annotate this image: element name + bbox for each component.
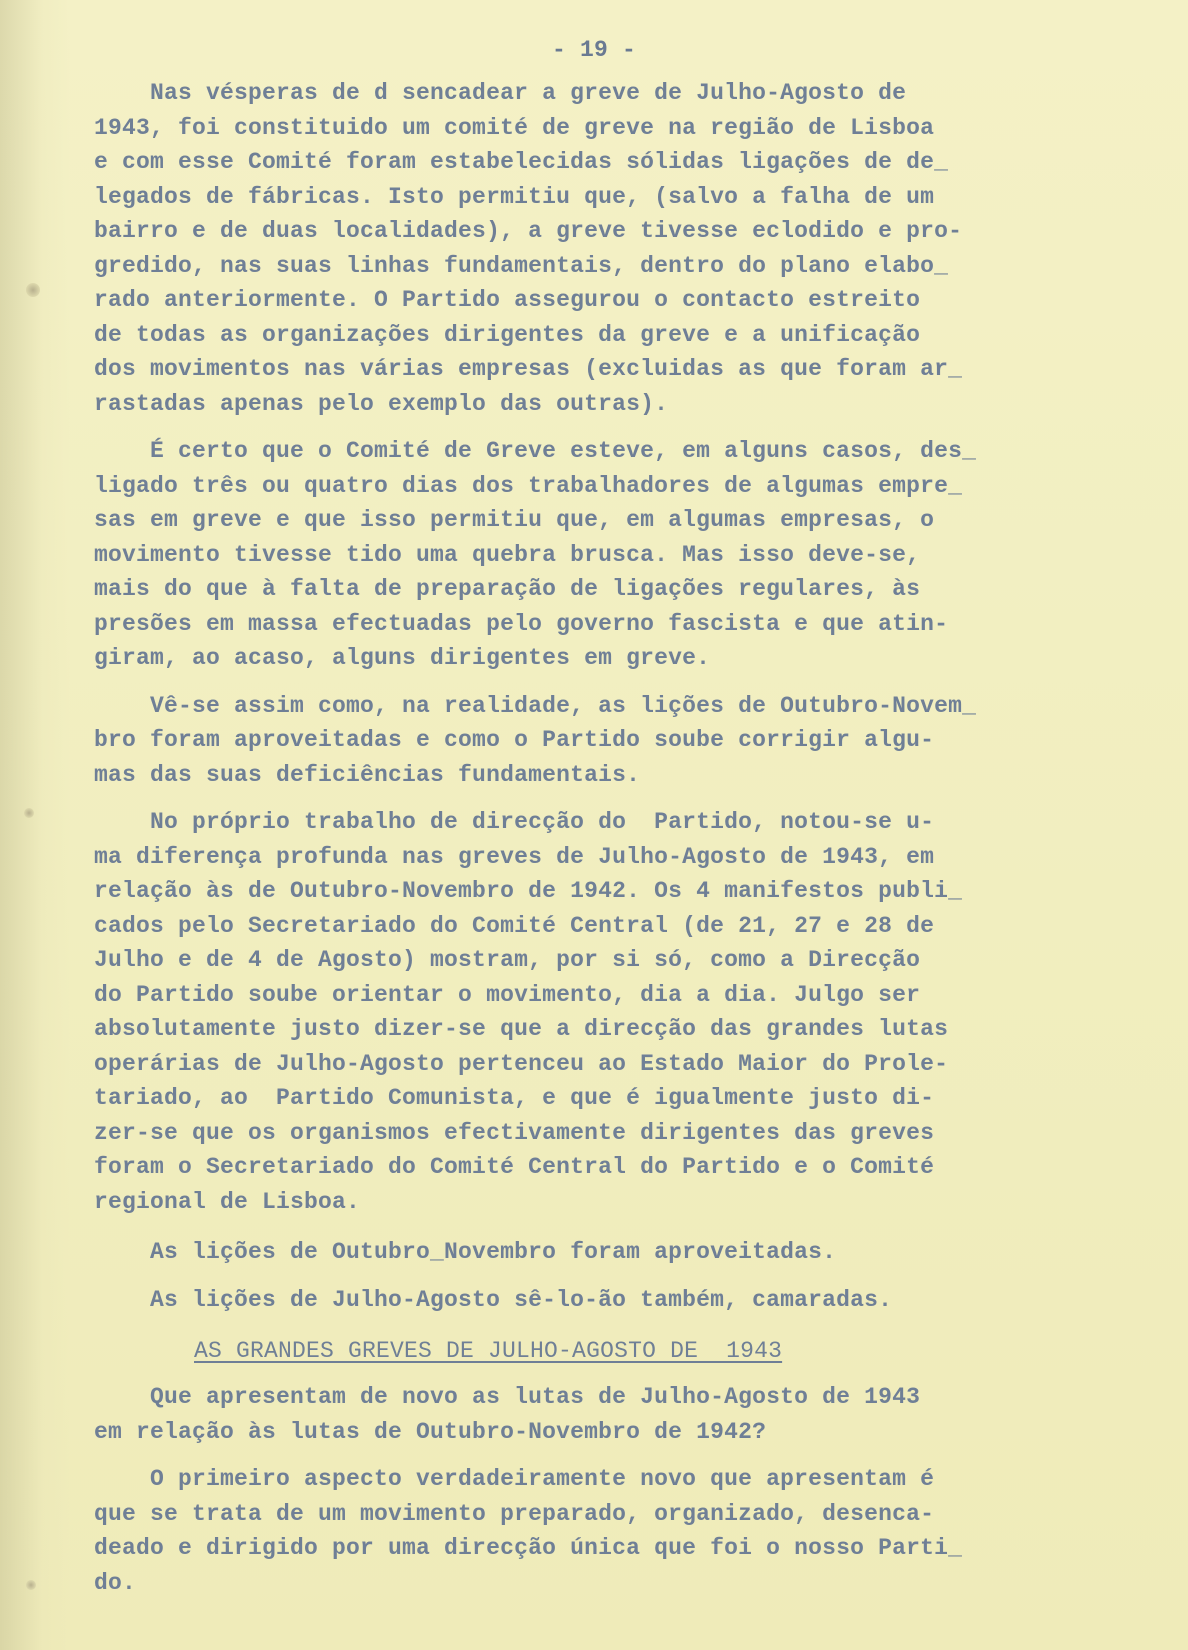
final-paragraphs bbox=[94, 1380, 1144, 1600]
text-line: ligado três ou quatro dias dos trabalhadores de algumas empre_ bbox=[94, 472, 963, 499]
closing-line: As lições de Outubro_Novembro foram aproveitadas. bbox=[94, 1239, 837, 1265]
closing-line: As lições de Julho-Agosto sê-lo-ão também, camaradas. bbox=[94, 1287, 893, 1313]
text-line: dos movimentos nas várias empresas (excluidas as que foram ar_ bbox=[94, 356, 963, 382]
text-line: sas em greve e que isso permitiu que, em algumas empresas, o bbox=[94, 507, 935, 533]
text-line: cados pelo Secretariado do Comité Central (de 21, 27 e 28 de bbox=[94, 912, 935, 939]
text-line: foram o Secretariado do Comité Central do Partido e o Comité bbox=[94, 1154, 935, 1180]
text-line: Julho e de 4 de Agosto) mostram, por si só, como a Direcção bbox=[94, 947, 921, 973]
punch-hole bbox=[26, 1580, 36, 1590]
text-line: Vê-se assim como, na realidade, as lições de Outubro-Novem_ bbox=[94, 692, 977, 719]
text-line: de todas as organizações dirigentes da greve e a unificação bbox=[94, 321, 921, 348]
page-number: - 19 - bbox=[551, 37, 636, 63]
text-line: do. bbox=[94, 1569, 137, 1596]
paragraph bbox=[94, 1462, 1144, 1600]
text-line: gredido, nas suas linhas fundamentais, dentro do plano elabo_ bbox=[94, 252, 949, 279]
document-body bbox=[94, 30, 1144, 1613]
paragraph bbox=[94, 805, 1144, 1219]
text-line: zer-se que os organismos efectivamente dirigentes das greves bbox=[94, 1119, 935, 1146]
text-line: legados de fábricas. Isto permitiu que, (salvo a falha de um bbox=[94, 183, 935, 210]
text-line: O primeiro aspecto verdadeiramente novo que apresentam é bbox=[94, 1466, 935, 1492]
text-line: bairro e de duas localidades), a greve tivesse eclodido e pro- bbox=[94, 218, 963, 244]
paragraphs bbox=[94, 76, 1144, 1219]
text-line: presões em massa efectuadas pelo governo fascista e que atin- bbox=[94, 610, 949, 637]
punch-hole bbox=[26, 283, 40, 297]
paragraph bbox=[94, 689, 1144, 793]
text-line: regional de Lisboa. bbox=[94, 1188, 361, 1215]
text-line: operárias de Julho-Agosto pertenceu ao Estado Maior do Prole- bbox=[94, 1050, 949, 1077]
text-line: mas das suas deficiências fundamentais. bbox=[94, 761, 641, 788]
text-line: É certo que o Comité de Greve esteve, em alguns casos, des_ bbox=[94, 438, 977, 464]
paper-edge-stain bbox=[0, 0, 70, 1650]
text-line: relação às de Outubro-Novembro de 1942. Os 4 manifestos publi_ bbox=[94, 878, 963, 904]
paragraph bbox=[94, 1380, 1144, 1449]
paragraph bbox=[94, 434, 1144, 676]
punch-hole bbox=[24, 808, 34, 818]
text-line: Que apresentam de novo as lutas de Julho-Agosto de 1943 bbox=[94, 1384, 921, 1410]
text-line: giram, ao acaso, alguns dirigentes em greve. bbox=[94, 645, 711, 671]
text-line: tariado, ao Partido Comunista, e que é igualmente justo di- bbox=[94, 1085, 935, 1111]
text-line: deado e dirigido por uma direcção única que foi o nosso Parti_ bbox=[94, 1535, 963, 1561]
text-line: mais do que à falta de preparação de ligações regulares, às bbox=[94, 576, 921, 602]
text-line: rastadas apenas pelo exemplo das outras). bbox=[94, 390, 669, 417]
section-heading-text: AS GRANDES GREVES DE JULHO-AGOSTO DE 1943 bbox=[194, 1338, 783, 1364]
text-line: movimento tivesse tido uma quebra brusca. Mas isso deve-se, bbox=[94, 541, 921, 568]
text-line: do Partido soube orientar o movimento, dia a dia. Julgo ser bbox=[94, 981, 921, 1008]
text-line: No próprio trabalho de direcção do Partido, notou-se u- bbox=[94, 809, 935, 835]
text-line: e com esse Comité foram estabelecidas sólidas ligações de de_ bbox=[94, 149, 949, 175]
text-line: absolutamente justo dizer-se que a direcção das grandes lutas bbox=[94, 1016, 949, 1042]
text-line: rado anteriormente. O Partido assegurou o contacto estreito bbox=[94, 287, 921, 313]
text-line: bro foram aproveitadas e como o Partido soube corrigir algu- bbox=[94, 727, 935, 753]
section-heading bbox=[94, 1328, 1144, 1374]
text-line: 1943, foi constituido um comité de greve na região de Lisboa bbox=[94, 114, 935, 141]
text-line: Nas vésperas de d sencadear a greve de Julho-Agosto de bbox=[94, 80, 907, 106]
text-line: em relação às lutas de Outubro-Novembro de 1942? bbox=[94, 1418, 767, 1445]
text-line: que se trata de um movimento preparado, organizado, desenca- bbox=[94, 1500, 935, 1527]
paragraph bbox=[94, 76, 1144, 421]
text-line: ma diferença profunda nas greves de Julho-Agosto de 1943, em bbox=[94, 843, 935, 870]
